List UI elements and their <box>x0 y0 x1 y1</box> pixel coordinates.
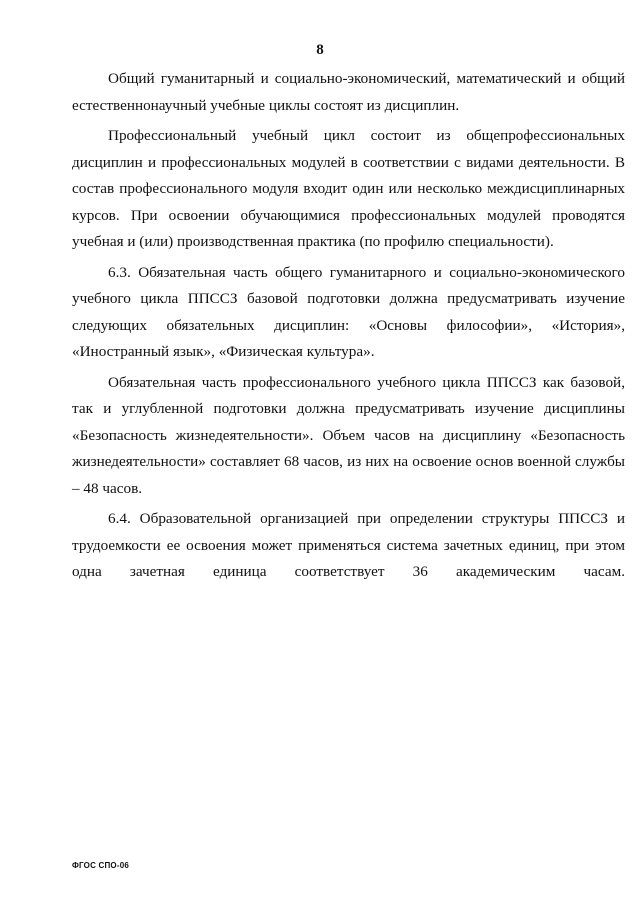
footer-standard-code: ФГОС СПО-06 <box>72 861 129 870</box>
paragraph-life-safety: Обязательная часть профессионального учебного цикла ППССЗ как базовой, так и углубленной подготовки должна предусматривать изучение дисциплины «Безопасность жизнедеятельности». Объем часов на дисциплину «Безопасность жизнедеятельности» составляет 68 часов, из них на освоение основ военной службы – 48 часов. <box>72 373 625 497</box>
paragraph-section-6-4: 6.4. Образовательной организацией при определении структуры ППССЗ и трудоемкости ее освоения может применяться система зачетных единиц, при этом одна зачетная единица соответствует 36 академическим часам. <box>72 510 625 580</box>
paragraph-professional-cycle: Профессиональный учебный цикл состоит из общепрофессиональных дисциплин и профессиональных модулей в соответствии с видами деятельности. В состав профессионального модуля входит один или несколько междисциплинарных курсов. При освоении обучающимися профессиональных модулей проводятся учебная и (или) производственная практика (по профилю специальности). <box>72 127 625 250</box>
paragraph-section-6-3: 6.3. Обязательная часть общего гуманитарного и социально-экономического учебного цикла ППССЗ базовой подготовки должна предусматривать изучение следующих обязательных дисциплин: «Основы философии», «История», «Иностранный язык», «Физическая культура». <box>72 263 625 360</box>
page-body <box>72 66 625 590</box>
paragraph-general-cycles: Общий гуманитарный и социально-экономический, математический и общий естественнонаучный учебные циклы состоят из дисциплин. <box>72 70 625 114</box>
page-number: 8 <box>316 42 324 58</box>
